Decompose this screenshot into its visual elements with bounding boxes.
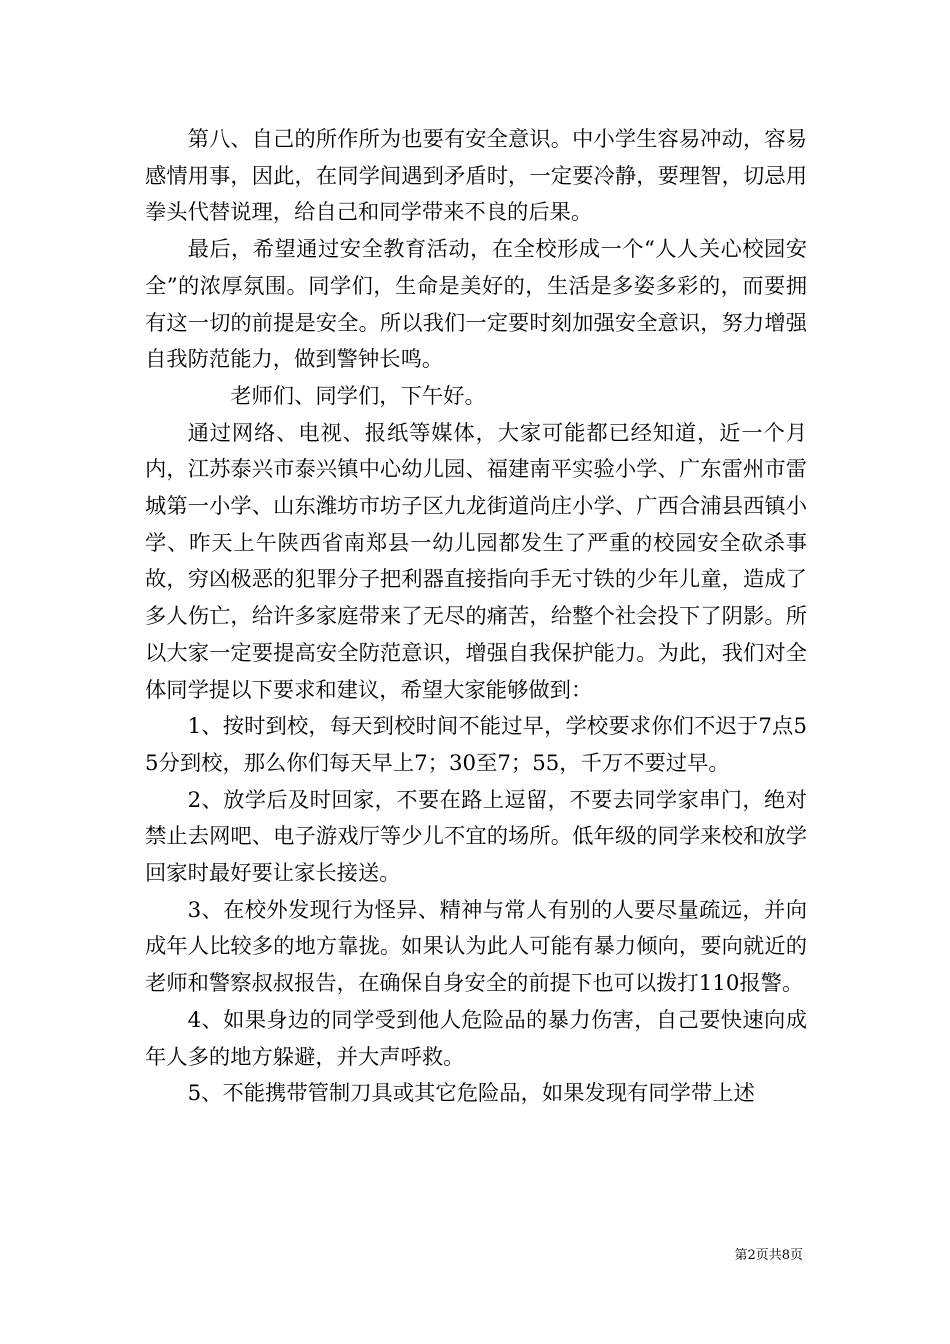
paragraph-rule-1: 1、按时到校，每天到校时间不能过早，学校要求你们不迟于7点55分到校，那么你们每天早上7；30至7；55，千万不要过早。	[145, 714, 807, 776]
paragraph-rule-3: 3、在校外发现行为怪异、精神与常人有别的人要尽量疏远，并向成年人比较多的地方靠拢。如果认为此人可能有暴力倾向，要向就近的老师和警察叔叔报告，在确保自身安全的前提下也可以拨打110报警。	[145, 897, 807, 997]
paragraph-safety-awareness: 第八、自己的所作所为也要有安全意识。中小学生容易冲动，容易感情用事，因此，在同学间遇到矛盾时，一定要冷静，要理智，切忌用拳头代替说理，给自己和同学带来不良的后果。	[145, 127, 807, 226]
page-number: 第2页共8页	[734, 1248, 803, 1263]
paragraph-conclusion: 最后，希望通过安全教育活动，在全校形成一个“人人关心校园安全”的浓厚氛围。同学们，生命是美好的，生活是多姿多彩的，而要拥有这一切的前提是安全。所以我们一定要时刻加强安全意识，努力增强自我防范能力，做到警钟长鸣。	[145, 237, 807, 373]
paragraph-rule-5: 5、不能携带管制刀具或其它危险品，如果发现有同学带上述	[187, 1081, 755, 1107]
paragraph-introduction: 通过网络、电视、报纸等媒体，大家可能都已经知道，近一个月内，江苏泰兴市泰兴镇中心幼儿园、福建南平实验小学、广东雷州市雷城第一小学、山东潍坊市坊子区九龙街道尚庄小学、广西合浦县西镇小学、昨天上午陕西省南郑县一幼儿园都发生了严重的校园安全砍杀事故，穷凶极恶的犯罪分子把利器直接指向手无寸铁的少年儿童，造成了多人伤亡，给许多家庭带来了无尽的痛苦，给整个社会投下了阴影。所以大家一定要提高安全防范意识，增强自我保护能力。为此，我们对全体同学提以下要求和建议，希望大家能够做到：	[145, 420, 807, 703]
paragraph-greeting: 老师们、同学们，下午好。	[230, 383, 486, 409]
document-body	[145, 122, 807, 1113]
paragraph-rule-2: 2、放学后及时回家，不要在路上逗留，不要去同学家串门，绝对禁止去网吧、电子游戏厅等少儿不宜的场所。低年级的同学来校和放学回家时最好要让家长接送。	[145, 787, 807, 887]
paragraph-rule-4: 4、如果身边的同学受到他人危险品的暴力伤害，自己要快速向成年人多的地方躲避，并大声呼救。	[145, 1007, 807, 1070]
